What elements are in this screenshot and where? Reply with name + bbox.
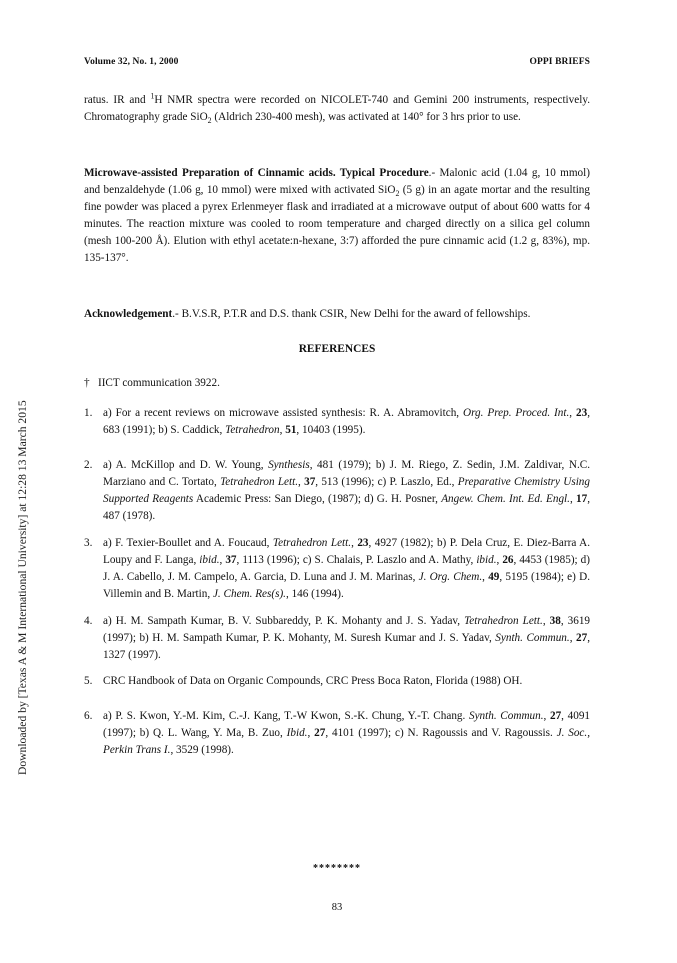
reference-number: 5.	[84, 675, 93, 687]
acknowledgement-paragraph: Acknowledgement.- B.V.S.R, P.T.R and D.S. thank CSIR, New Delhi for the award of fellowships.	[84, 308, 531, 320]
reference-number: 1.	[84, 407, 93, 419]
reference-number: 2.	[84, 459, 93, 471]
running-header-volume: Volume 32, No. 1, 2000	[84, 57, 179, 67]
page-number: 83	[331, 902, 343, 913]
procedure-heading: Microwave-assisted Preparation of Cinnamic acids. Typical Procedure	[84, 167, 429, 179]
reference-text: CRC Handbook of Data on Organic Compounds, CRC Press Boca Raton, Florida (1988) OH.	[103, 675, 523, 687]
reference-item	[84, 673, 590, 690]
dagger-symbol: †	[84, 377, 90, 389]
reference-text: a) A. McKillop and D. W. Young, Synthesis, 481 (1979); b) J. M. Riego, Z. Sedin, J.M. Zaldivar, N.C. Marziano and C. Tortato, Tetrahedron Lett., 37, 513 (1996); c) P. Laszlo, Ed., Preparative Chemistry Using Supported Reagents Academic Press: San Diego, (1987); d) G. H. Posner, Angew. Chem. Int. Ed. Engl., 17, 487 (1978).	[103, 459, 591, 522]
reference-number: 3.	[84, 537, 93, 549]
dagger-footnote	[84, 375, 220, 392]
reference-text: a) For a recent reviews on microwave assisted synthesis: R. A. Abramovitch, Org. Prep. Proced. Int., 23, 683 (1991); b) S. Caddick, Tetrahedron, 51, 10403 (1995).	[103, 407, 590, 436]
reference-item	[84, 613, 590, 664]
reference-item	[84, 405, 590, 439]
intro-paragraph: ratus. IR and $^1$H NMR spectra were recorded on NICOLET-740 and Gemini 200 instruments, respectively. Chromatography grade SiO$_2$ (Aldrich 230-400 mesh), was activated at 140° for 3 hrs prior to use.	[84, 91, 590, 126]
reference-item	[84, 457, 590, 525]
reference-item	[84, 535, 590, 603]
references-heading: REFERENCES	[298, 343, 376, 355]
reference-text: a) P. S. Kwon, Y.-M. Kim, C.-J. Kang, T.-W Kwon, S.-K. Chung, Y.-T. Chang. Synth. Commun., 27, 4091 (1997); b) Q. L. Wang, Y. Ma, B. Zuo, Ibid., 27, 4101 (1997); c) N. Ragoussis and V. Ragoussis. J. Soc., Perkin Trans I., 3529 (1998).	[103, 710, 591, 756]
dagger-text: IICT communication 3922.	[97, 377, 220, 389]
acknowledgement-heading: Acknowledgement	[84, 308, 173, 320]
end-separator: ********	[313, 863, 361, 874]
reference-number: 6.	[84, 710, 93, 722]
download-watermark: Downloaded by [Texas A & M International University] at 12:28 13 March 2015	[16, 400, 29, 775]
reference-number: 4.	[84, 615, 93, 627]
running-header-journal: OPPI BRIEFS	[529, 57, 590, 67]
reference-text: a) H. M. Sampath Kumar, B. V. Subbareddy, P. K. Mohanty and J. S. Yadav, Tetrahedron Lett., 38, 3619 (1997); b) H. M. Sampath Kumar, P. K. Mohanty, M. Suresh Kumar and J. S. Yadav, Synth. Commun., 27, 1327 (1997).	[103, 615, 591, 661]
reference-text: a) F. Texier-Boullet and A. Foucaud, Tetrahedron Lett., 23, 4927 (1982); b) P. Dela Cruz, E. Diez-Barra A. Loupy and F. Langa, ibid., 37, 1113 (1996); c) S. Chalais, P. Laszlo and A. Mathy, ibid., 26, 4453 (1985); d) J. A. Cabello, J. M. Campelo, A. Garcia, D. Luna and J. M. Marinas, J. Org. Chem., 49, 5195 (1984); e) D. Villemin and B. Martin, J. Chem. Res(s)., 146 (1994).	[103, 537, 590, 600]
reference-item	[84, 708, 590, 759]
procedure-paragraph: Microwave-assisted Preparation of Cinnamic acids. Typical Procedure.- Malonic acid (1.04 g, 10 mmol) and benzaldehyde (1.06 g, 10 mmol) were mixed with activated SiO$_2$ (5 g) in an agate mortar and the resulting fine powder was placed a pyrex Erlenmeyer flask and irradiated at a microwave output of about 600 watts for 4 minutes. The reaction mixture was cooled to room temperature and charged directly on a silica gel column (mesh 100-200 Å). Elution with ethyl acetate:n-hexane, 3:7) afforded the pure cinnamic acid (1.2 g, 83%), mp. 135-137°.	[84, 167, 590, 264]
